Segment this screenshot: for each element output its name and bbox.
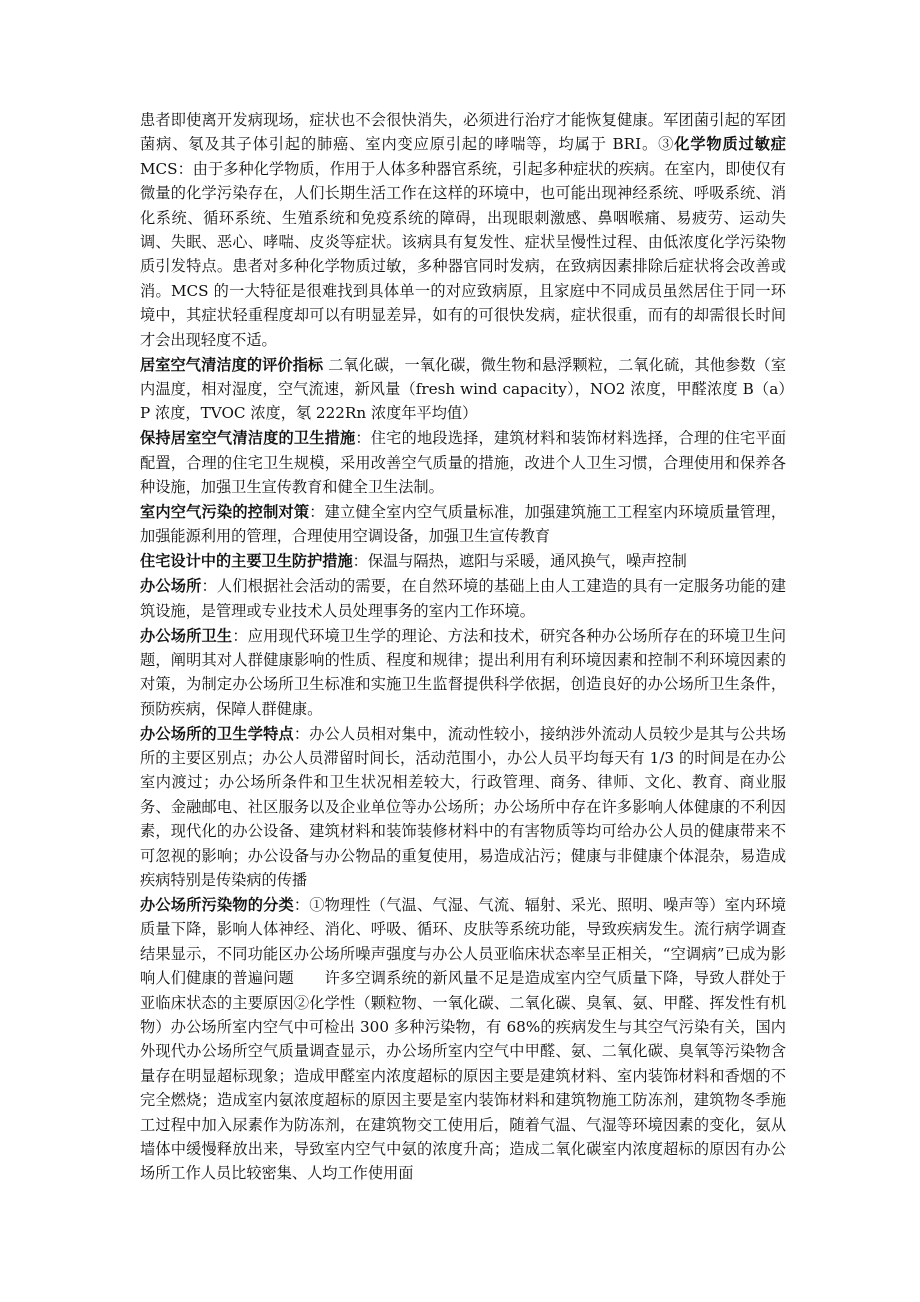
document-body	[140, 108, 786, 1186]
paragraph-text: ：人们根据社会活动的需要，在自然环境的基础上由人工建造的具有一定服务功能的建筑设施，是管理或专业技术人员处理事务的室内工作环境。	[140, 577, 787, 620]
paragraph-office-definition	[140, 574, 786, 623]
paragraph-office-features	[140, 722, 786, 893]
term-heading: 办公场所	[140, 577, 202, 596]
term-heading: 住宅设计中的主要卫生防护措施	[140, 552, 353, 571]
paragraph-text: ：应用现代环境卫生学的理论、方法和技术，研究各种办公场所存在的环境卫生问题，阐明其对人群健康影响的性质、程度和规律；提出利用有利环境因素和控制不利环境因素的对策，为制定办公场所卫生标准和实施卫生监督提供科学依据，创造良好的办公场所卫生条件，预防疾病，保障人群健康。	[140, 626, 787, 718]
paragraph-lead-text: 患者即使离开发病现场，症状也不会很快消失，必须进行治疗才能恢复健康。军团菌引起的军团菌病、氡及其子体引起的肺癌、室内变应原引起的哮喘等，均属于 BRI。③	[140, 111, 786, 154]
paragraph-office-hygiene	[140, 624, 786, 722]
term-heading: 保持居室空气清洁度的卫生措施	[140, 429, 356, 448]
term-heading: 化学物质过敏症	[674, 135, 786, 154]
paragraph-text: ：办公人员相对集中，流动性较小，接纳涉外流动人员较少是其与公共场所的主要区别点；办公人员滞留时间长，活动范围小，办公人员平均每天有 1/3 的时间是在办公室内渡过；办公场所条件和卫生状况相差较大，行政管理、商务、律师、文化、教育、商业服务、金融邮电、社区服务以及企业单位等办公场所；办公场所中存在许多影响人体健康的不利因素，现代化的办公设备、建筑材料和装饰装修材料中的有害物质等均可给办公人员的健康带来不可忽视的影响；办公设备与办公物品的重复使用，易造成沾污；健康与非健康个体混杂，易造成疾病特别是传染病的传播	[140, 724, 787, 890]
term-heading: 办公场所卫生	[140, 626, 233, 645]
paragraph-air-cleanliness-indicators	[140, 353, 786, 426]
paragraph-text: ：建立健全室内空气质量标准，加强建筑施工工程室内环境质量管理，加强能源利用的管理，合理使用空调设备，加强卫生宣传教育	[140, 503, 787, 546]
term-heading: 办公场所的卫生学特点	[140, 724, 294, 743]
paragraph-text: 二氧化碳，一氧化碳，微生物和悬浮颗粒，二氧化硫，其他参数（室内温度，相对湿度，空气流速，新风量（fresh wind capacity），NO2 浓度，甲醛浓度 B（a）P 浓度，TVOC 浓度，氡 222Rn 浓度年平均值）	[140, 355, 787, 423]
paragraph-text: ：①物理性（气温、气湿、气流、辐射、采光、照明、噪声等）室内环境质量下降，影响人体神经、消化、呼吸、循环、皮肤等系统功能，导致疾病发生。流行病学调查结果显示，不同功能区办公场所噪声强度与办公人员亚临床状态率呈正相关，“空调病”已成为影响人们健康的普遍问题 许多空调系统的新风量不足是造成室内空气质量下降，导致人群处于亚临床状态的主要原因②化学性（颗粒物、一氧化碳、二氧化碳、臭氧、氨、甲醛、挥发性有机物）办公场所室内空气中可检出 300 多种污染物，有 68%的疾病发生与其空气污染有关，国内外现代办公场所空气质量调查显示，办公场所室内空气中甲醛、氨、二氧化碳、臭氧等污染物含量存在明显超标现象；造成甲醛室内浓度超标的原因主要是建筑材料、室内装饰材料和香烟的不完全燃烧；造成室内氨浓度超标的原因主要是室内装饰材料和建筑物施工防冻剂，建筑物冬季施工过程中加入尿素作为防冻剂，在建筑物交工使用后，随着气温、气湿等环境因素的变化，氨从墙体中缓慢释放出来，导致室内空气中氨的浓度升高；造成二氧化碳室内浓度超标的原因有办公场所工作人员比较密集、人均工作使用面	[140, 896, 787, 1183]
paragraph-housing-design	[140, 549, 786, 573]
paragraph-text: ：保温与隔热，遮阳与采暖，通风换气，噪声控制	[352, 552, 687, 571]
term-heading: 居室空气清洁度的评价指标	[140, 355, 324, 374]
term-heading: 办公场所污染物的分类	[140, 896, 294, 914]
paragraph-text: ：住宅的地段选择，建筑材料和装饰材料选择，合理的住宅平面配置，合理的住宅卫生规模，采用改善空气质量的措施，改进个人卫生习惯，合理使用和保养各种设施，加强卫生宣传教育和健全卫生法制。	[140, 429, 787, 497]
term-heading: 室内空气污染的控制对策	[140, 503, 310, 521]
paragraph-office-pollutants	[140, 893, 786, 1186]
paragraph-hygiene-measures	[140, 426, 786, 499]
paragraph-mcs	[140, 108, 786, 352]
paragraph-pollution-control	[140, 500, 786, 549]
paragraph-text: MCS：由于多种化学物质，作用于人体多种器官系统，引起多种症状的疾病。在室内，即使仅有微量的化学污染存在，人们长期生活工作在这样的环境中，也可能出现神经系统、呼吸系统、消化系统、循环系统、生殖系统和免疫系统的障碍，出现眼刺激感、鼻咽喉痛、易疲劳、运动失调、失眠、恶心、哮喘、皮炎等症状。该病具有复发性、症状呈慢性过程、由低浓度化学污染物质引发特点。患者对多种化学物质过敏，多种器官同时发病，在致病因素排除后症状将会改善或消。MCS 的一大特征是很难找到具体单一的对应致病原，且家庭中不同成员虽然居住于同一环境中，其症状轻重程度却可以有明显差异，如有的可很快发病，症状很重，而有的却需很长时间才会出现轻度不适。	[140, 159, 786, 349]
